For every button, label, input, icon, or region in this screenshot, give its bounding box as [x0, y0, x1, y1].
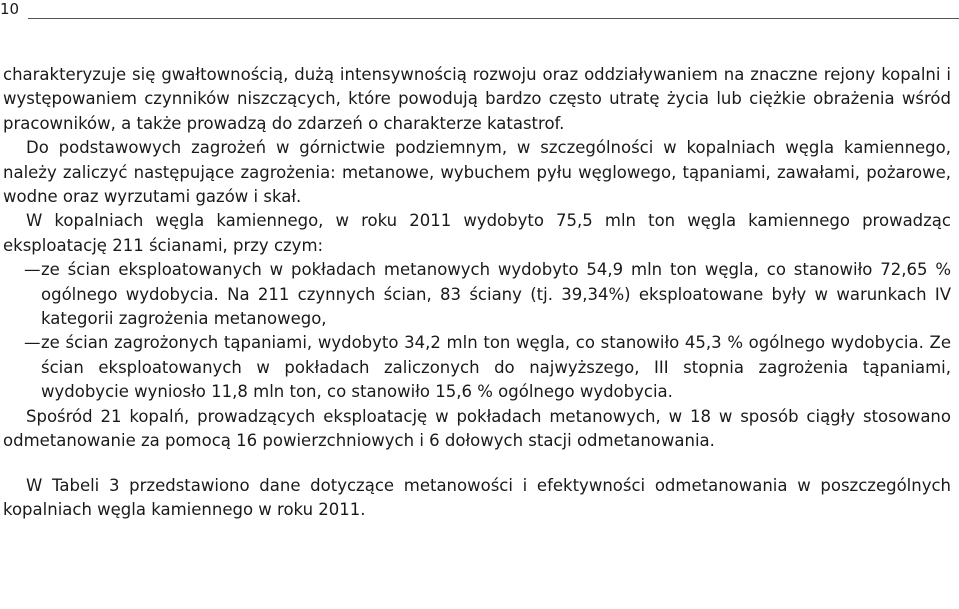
paragraph-1: charakteryzuje się gwałtownością, dużą intensywnością rozwoju oraz oddziaływaniem na znaczne rejony kopalni i występowaniem czynników niszczących, które powodują bardzo często utratę życia lub ciężkie obrażenia wśród pracowników, a także prowadzą do zdarzeń o charakterze katastrof.: [3, 65, 951, 133]
page-number: 10: [0, 0, 20, 18]
document-body: [3, 63, 951, 522]
paragraph-5: W Tabeli 3 przedstawiono dane dotyczące metanowości i efektywności odmetanowania w poszczególnych kopalniach węgla kamiennego w roku 2011.: [3, 475, 951, 519]
bullet-list: [3, 258, 951, 404]
paragraph-4: Spośród 21 kopalń, prowadzących eksploatację w pokładach metanowych, w 18 w sposób ciągły stosowano odmetanowanie za pomocą 16 powierzchniowych i 6 dołowych stacji odmetanowania.: [3, 406, 951, 451]
paragraph-2: Do podstawowych zagrożeń w górnictwie podziemnym, w szczególności w kopalniach węgla kamiennego, należy zaliczyć następujące zagrożenia: metanowe, wybuchem pyłu węglowego, tąpaniami, zawałami, pożarowe, wodne oraz wyrzutami gazów i skał.: [3, 138, 951, 207]
list-item: — ze ścian zagrożonych tąpaniami, wydobyto 34,2 mln ton węgla, co stanowiło 45,3 % ogólnego wydobycia. Ze ścian eksploatowanych w pokładach zaliczonych do najwyższego, III stopnia zagrożenia tąpaniami, wydobycie wyniosło 11,8 mln ton, co stanowiło 15,6 % ogólnego wydobycia.: [3, 331, 951, 404]
paragraph-3: W kopalniach węgla kamiennego, w roku 2011 wydobyto 75,5 mln ton węgla kamiennego prowadząc eksploatację 211 ścianami, przy czym:: [3, 211, 951, 255]
header-rule: [28, 18, 959, 19]
list-item: — ze ścian eksploatowanych w pokładach metanowych wydobyto 54,9 mln ton węgla, co stanowiło 72,65 % ogólnego wydobycia. Na 211 czynnych ścian, 83 ściany (tj. 39,34%) eksploatowane były w warunkach IV kategorii zagrożenia metanowego,: [3, 258, 951, 331]
